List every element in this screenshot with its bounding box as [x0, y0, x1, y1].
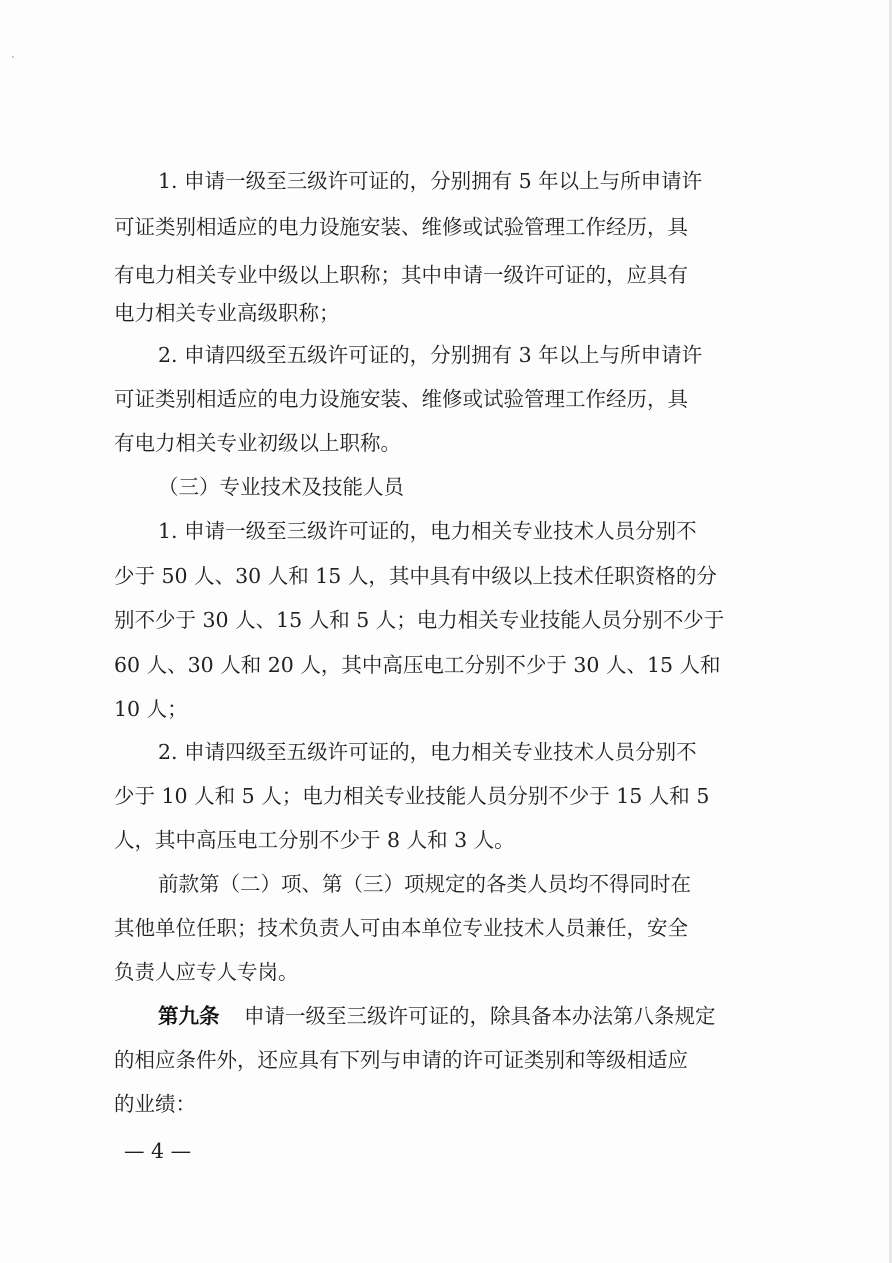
- text-run: 可证类别相适应的电力设施安装、维修或试验管理工作经历，具: [114, 387, 688, 411]
- text-run: 2. 申请四级至五级许可证的，分别拥有 3 年以上与所申请许: [158, 343, 703, 367]
- paragraph-3-line-5: [0, 694, 892, 724]
- article-9-line-2: [0, 1045, 892, 1075]
- text-run: 别不少于 30 人、15 人和 5 人；电力相关专业技能人员分别不少于: [114, 608, 725, 632]
- text-run: 前款第（二）项、第（三）项规定的各类人员均不得同时在: [158, 872, 691, 896]
- text-run: 可证类别相适应的电力设施安装、维修或试验管理工作经历，具: [114, 215, 688, 239]
- paragraph-1-line-4: [0, 298, 892, 328]
- section-heading-text: （三）专业技术及技能人员: [158, 475, 404, 499]
- paragraph-5-line-1: [0, 869, 892, 899]
- text-run: 负责人应专人专岗。: [114, 960, 299, 984]
- scan-speck: [12, 56, 14, 58]
- page-number: — 4 —: [124, 1139, 192, 1163]
- section-heading-3: [0, 472, 892, 502]
- paragraph-2-line-2: [0, 384, 892, 414]
- article-9-line-3: [0, 1089, 892, 1119]
- text-run: 少于 10 人和 5 人；电力相关专业技能人员分别不少于 15 人和 5: [114, 784, 710, 808]
- text-run: 有电力相关专业初级以上职称。: [114, 431, 401, 455]
- paragraph-3-line-3: [0, 605, 892, 635]
- text-run: 60 人、30 人和 20 人，其中高压电工分别不少于 30 人、15 人和: [114, 653, 721, 677]
- paragraph-2-line-3: [0, 428, 892, 458]
- text-run: 1. 申请一级至三级许可证的，分别拥有 5 年以上与所申请许: [158, 169, 703, 193]
- text-run: 电力相关专业高级职称；: [114, 301, 340, 325]
- paragraph-4-line-3: [0, 825, 892, 855]
- text-run: 人，其中高压电工分别不少于 8 人和 3 人。: [114, 828, 515, 852]
- text-run: 的业绩：: [114, 1092, 196, 1116]
- text-run: 1. 申请一级至三级许可证的，电力相关专业技术人员分别不: [158, 519, 697, 543]
- paragraph-3-line-4: [0, 650, 892, 680]
- text-run: 10 人；: [114, 697, 188, 721]
- paragraph-1-line-3: [0, 260, 892, 290]
- text-run: 的相应条件外，还应具有下列与申请的许可证类别和等级相适应: [114, 1048, 688, 1072]
- text-run: 有电力相关专业中级以上职称；其中申请一级许可证的，应具有: [114, 263, 688, 287]
- paragraph-5-line-2: [0, 913, 892, 943]
- paragraph-2-line-1: [0, 340, 892, 370]
- text-run: 少于 50 人、30 人和 15 人，其中具有中级以上技术任职资格的分: [114, 564, 717, 588]
- paragraph-4-line-2: [0, 781, 892, 811]
- article-label: 第九条: [158, 1004, 220, 1028]
- paragraph-1-line-1: [0, 166, 892, 196]
- text-run: 其他单位任职；技术负责人可由本单位专业技术人员兼任，安全: [114, 916, 688, 940]
- paragraph-3-line-1: [0, 516, 892, 546]
- article-9-line-1: [0, 1001, 892, 1031]
- text-run: 申请一级至三级许可证的，除具备本办法第八条规定: [244, 1004, 716, 1028]
- paragraph-1-line-2: [0, 212, 892, 242]
- paragraph-4-line-1: [0, 737, 892, 767]
- text-run: 2. 申请四级至五级许可证的，电力相关专业技术人员分别不: [158, 740, 697, 764]
- paragraph-3-line-2: [0, 561, 892, 591]
- paragraph-5-line-3: [0, 957, 892, 987]
